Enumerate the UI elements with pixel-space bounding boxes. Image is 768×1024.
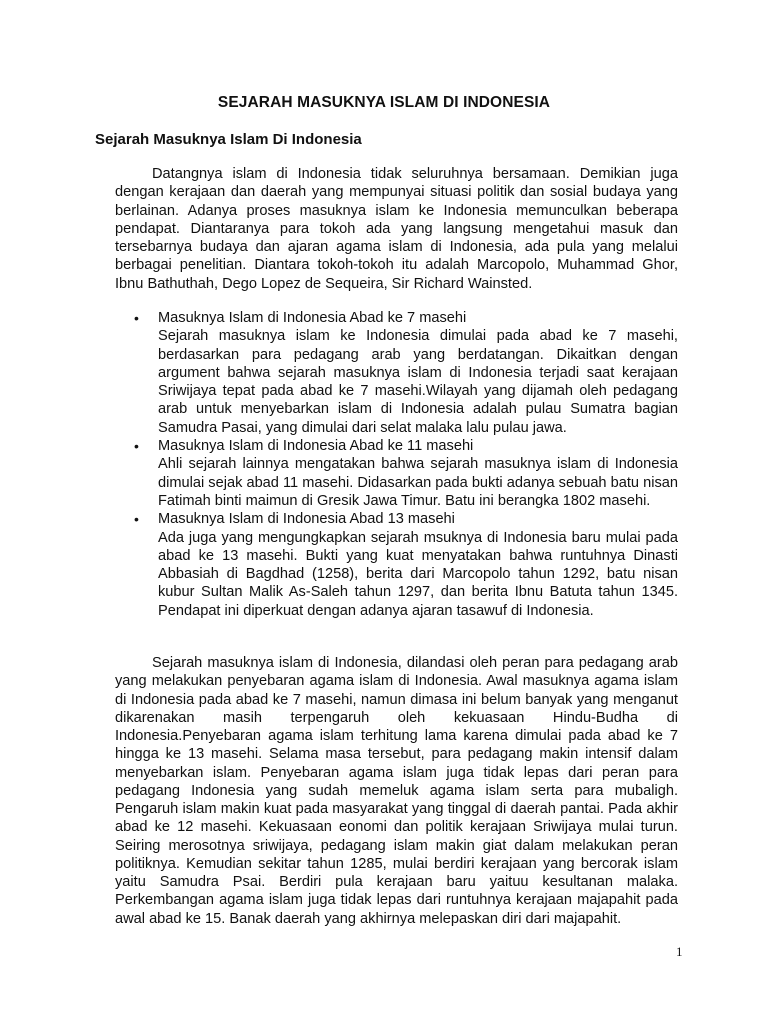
closing-paragraph: Sejarah masuknya islam di Indonesia, dilandasi oleh peran para pedagang arab yang melakukan penyebaran agama islam di Indonesia. Awal masuknya agama islam di Indonesia pada abad ke 7 masehi, namun dimasa ini belum banyak yang menganut dikarenakan masih terpengaruh oleh kekuasaan Hindu-Budha di Indonesia.Penyebaran agama islam terhitung lama karena dimulai pada abad ke 7 hingga ke 13 masehi. Selama masa tersebut, para pedagang makin intensif dalam menyebarkan islam. Penyebaran agama islam juga tidak lepas dari peran para pedagang Indonesia yang sudah memeluk agama islam serta para mubaligh. Pengaruh islam makin kuat pada masyarakat yang tinggal di daerah pantai. Pada akhir abad ke 12 masehi. Kekuasaan eonomi dan politik kerajaan Sriwijaya mulai turun. Seiring merosotnya sriwijaya, pedagang islam makin giat dalam melakukan peran politiknya. Kemudian sekitar tahun 1285, mulai berdiri kerajaan yang bercorak islam yaitu Samudra Psai. Berdiri pula kerajaan baru yaituu kesultanan malaka. Perkembangan agama islam juga tidak lepas dari runtuhnya kerajaan majapahit pada awal abad ke 15. Banak daerah yang akhirnya melepaskan diri dari majapahit. [115,655,678,927]
intro-paragraph: Datangnya islam di Indonesia tidak seluruhnya bersamaan. Demikian juga dengan kerajaan dan daerah yang mempunyai situasi politik dan sosial budaya yang berlainan. Adanya proses masuknya islam ke Indonesia memunculkan beberapa pendapat. Diantaranya para tokoh ada yang langsung mengetahui masuk dan tersebarnya budaya dan ajaran agama islam di Indonesia, ada pula yang melalui berbagai penelitian. Diantara tokoh-tokoh itu adalah Marcopolo, Muhammad Ghor, Ibnu Bathuthah, Dego Lopez de Sequeira, Sir Richard Wainsted. [115,166,678,292]
bullet-heading: Masuknya Islam di Indonesia Abad 13 masehi [158,511,455,528]
bullet-dot: • [134,511,139,528]
bullet-item-abad-13 [134,510,678,620]
bullet-item-abad-11 [134,437,678,510]
bullet-text: Ada juga yang mengungkapkan sejarah msuknya di Indonesia baru mulai pada abad ke 13 masehi. Bukti yang kuat menyatakan bahwa runtuhnya Dinasti Abbasiah di Bagdhad (1258), berita dari Marcopolo tahun 1292, batu nisan kubur Sultan Malik As-Saleh tahun 1297, dan berita Ibnu Batuta tahun 1345. Pendapat ini diperkuat dengan adanya ajaran tasawuf di Indonesia. [158,529,678,619]
bullet-heading: Masuknya Islam di Indonesia Abad ke 7 masehi [158,310,467,326]
section-subtitle: Sejarah Masuknya Islam Di Indonesia [95,131,362,148]
page-number: 1 [676,944,683,959]
bullet-item-abad-7 [134,309,678,437]
bullet-text: Sejarah masuknya islam ke Indonesia dimulai pada abad ke 7 masehi, berdasarkan para pedagang arab yang berdatangan. Dikaitkan dengan argument bahwa sejarah masuknya islam di Indonesia terjadi saat kerajaan Sriwijaya tepat pada abad ke 7 masehi.Wilayah yang dijamah oleh pedagang arab untuk menyebarkan islam di Indonesia adalah pulau Sumatra bagian Samudra Pasai, yang dimulai dari selat malaka lalu pulau jawa. [158,328,678,436]
bullet-heading: Masuknya Islam di Indonesia Abad ke 11 masehi [158,438,474,455]
document-title: SEJARAH MASUKNYA ISLAM DI INDONESIA [217,94,551,111]
bullet-list [134,309,678,620]
bullet-dot: • [134,438,139,455]
bullet-text: Ahli sejarah lainnya mengatakan bahwa sejarah masuknya islam di Indonesia dimulai sejak abad 11 masehi. Didasarkan pada bukti adanya sebuah batu nisan Fatimah binti maimun di Gresik Jawa Timur. Batu ini berangka 1802 masehi. [158,456,678,509]
bullet-dot: • [134,310,139,326]
